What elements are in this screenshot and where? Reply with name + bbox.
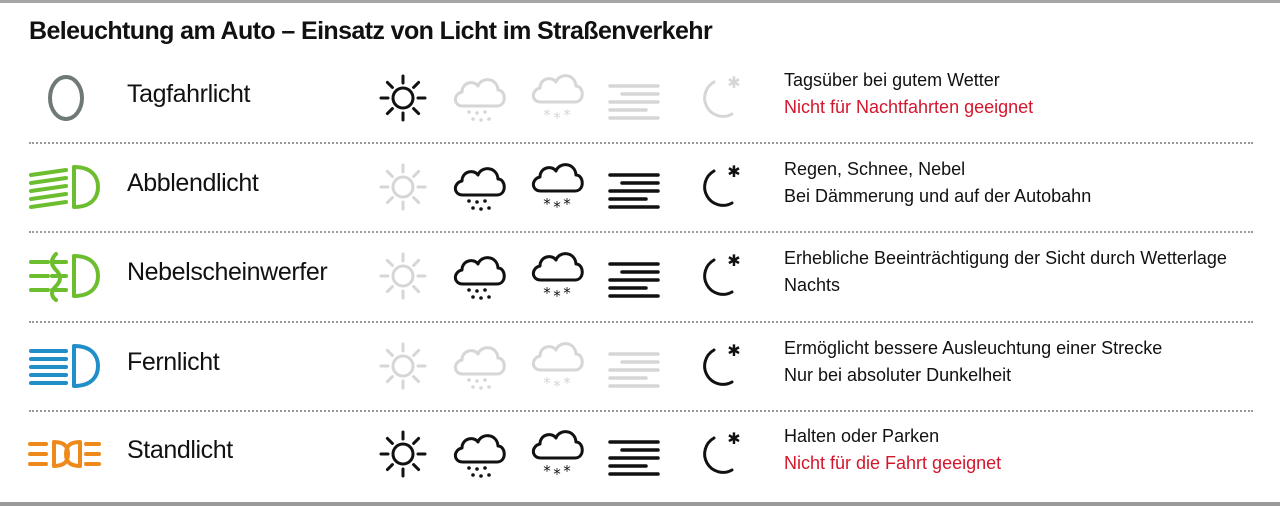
snow-cloud-icon: [527, 246, 587, 306]
fog-lamp-icon: [26, 248, 102, 304]
svg-text:*: *: [553, 465, 561, 483]
rain-cloud-icon: [449, 68, 509, 128]
moon-star-icon: [688, 68, 748, 128]
snow-cloud-icon: [527, 336, 587, 396]
description-line: Halten oder Parken: [784, 426, 940, 446]
parking-light-icon: [26, 426, 102, 482]
row-label: Fernlicht: [127, 348, 220, 376]
moon-star-icon: [688, 157, 748, 217]
moon-star-icon: [688, 336, 748, 396]
svg-text:*: *: [553, 198, 561, 216]
row-description: [784, 156, 1091, 210]
svg-text:*: *: [543, 374, 551, 392]
bottom-border: [0, 502, 1280, 506]
moon-star-icon: [688, 424, 748, 484]
svg-text:*: *: [563, 106, 571, 124]
snow-cloud-icon: [527, 157, 587, 217]
rain-cloud-icon: [449, 157, 509, 217]
sun-icon: [373, 157, 433, 217]
top-border: [0, 0, 1280, 3]
table-row-fernlicht: [0, 322, 1280, 410]
sun-icon: [373, 246, 433, 306]
moon-star-icon: [688, 246, 748, 306]
row-description: [784, 335, 1162, 389]
table-row-abblendlicht: [0, 143, 1280, 231]
table-row-standlicht: [0, 410, 1280, 498]
svg-text:✱: ✱: [727, 251, 741, 270]
svg-text:*: *: [563, 462, 571, 480]
high-beam-icon: [26, 338, 102, 394]
description-line: Bei Dämmerung und auf der Autobahn: [784, 186, 1092, 206]
svg-text:*: *: [553, 287, 561, 305]
rain-cloud-icon: [449, 246, 509, 306]
sun-icon: [373, 424, 433, 484]
page-title: Beleuchtung am Auto – Einsatz von Licht im Straßenverkehr: [29, 17, 713, 45]
svg-text:✱: ✱: [727, 73, 741, 92]
row-label: Abblendlicht: [127, 169, 259, 197]
fog-icon: [604, 157, 664, 217]
row-label: Nebelscheinwerfer: [127, 258, 328, 286]
warning-line: Nicht für die Fahrt geeignet: [784, 453, 1002, 473]
svg-text:*: *: [543, 284, 551, 302]
svg-text:*: *: [543, 106, 551, 124]
daytime-running-light-icon: [26, 70, 102, 126]
row-description: [784, 245, 1227, 299]
svg-text:*: *: [543, 195, 551, 213]
description-line: Nachts: [784, 275, 841, 295]
row-label: Standlicht: [127, 436, 233, 464]
svg-text:✱: ✱: [727, 429, 741, 448]
fog-icon: [604, 68, 664, 128]
description-line: Regen, Schnee, Nebel: [784, 159, 966, 179]
snow-cloud-icon: [527, 68, 587, 128]
sun-icon: [373, 336, 433, 396]
snow-cloud-icon: [527, 424, 587, 484]
row-description: [784, 423, 1001, 477]
svg-text:*: *: [553, 377, 561, 395]
fog-icon: [604, 336, 664, 396]
row-label: Tagfahrlicht: [127, 80, 251, 108]
description-line: Nur bei absoluter Dunkelheit: [784, 365, 1012, 385]
table-row-tagfahrlicht: [0, 54, 1280, 142]
row-description: [784, 67, 1033, 121]
svg-text:*: *: [563, 374, 571, 392]
table-row-nebelscheinwerfer: [0, 232, 1280, 320]
svg-text:✱: ✱: [727, 162, 741, 181]
fog-icon: [604, 424, 664, 484]
description-line: Erhebliche Beeinträchtigung der Sicht durch Wetterlage: [784, 248, 1227, 268]
svg-text:*: *: [563, 195, 571, 213]
sun-icon: [373, 68, 433, 128]
warning-line: Nicht für Nachtfahrten geeignet: [784, 97, 1034, 117]
fog-icon: [604, 246, 664, 306]
svg-text:✱: ✱: [727, 341, 741, 360]
svg-text:*: *: [553, 109, 561, 127]
description-line: Ermöglicht bessere Ausleuchtung einer Strecke: [784, 338, 1163, 358]
description-line: Tagsüber bei gutem Wetter: [784, 70, 1000, 90]
low-beam-icon: [26, 159, 102, 215]
rain-cloud-icon: [449, 424, 509, 484]
rain-cloud-icon: [449, 336, 509, 396]
svg-text:*: *: [543, 462, 551, 480]
svg-text:*: *: [563, 284, 571, 302]
